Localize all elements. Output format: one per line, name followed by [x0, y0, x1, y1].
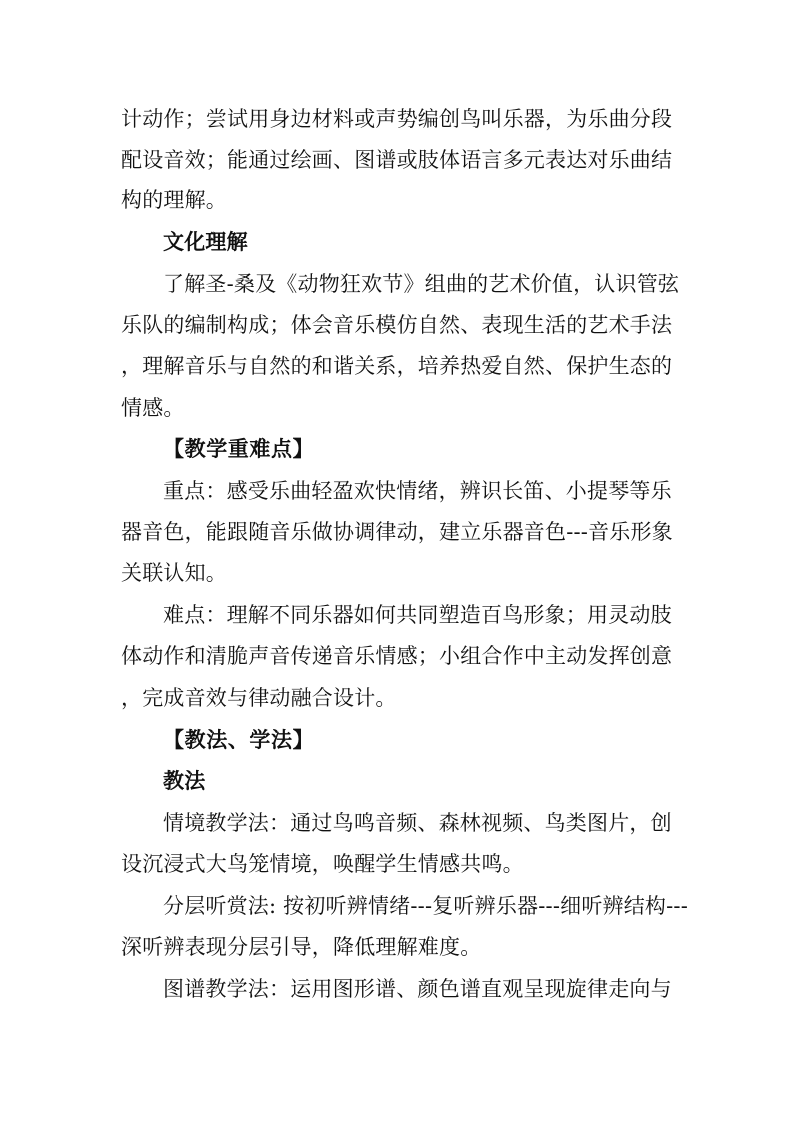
body-text-line: 构的理解。 — [121, 188, 227, 212]
body-text-line: 设沉浸式大鸟笼情境，唤醒学生情感共鸣。 — [121, 852, 524, 876]
body-text-line: 分层听赏法: 按初听辨情绪---复听辨乐器---细听辨结构--- — [163, 894, 689, 918]
section-heading-key-points: 【教学重难点】 — [163, 436, 315, 461]
body-text-line: 计动作；尝试用身边材料或声势编创鸟叫乐器，为乐曲分段 — [121, 107, 673, 131]
body-text-line: 图谱教学法：运用图形谱、颜色谱直观呈现旋律走向与 — [163, 977, 672, 1001]
body-text-line: ，理解音乐与自然的和谐关系，培养热爱自然、保护生态的 — [121, 354, 673, 378]
body-text-line: 深听辨表现分层引导，降低理解难度。 — [121, 935, 482, 959]
section-heading-methods: 【教法、学法】 — [163, 727, 315, 752]
subheading-teaching-method: 教法 — [163, 768, 206, 793]
body-text-line: 关联认知。 — [121, 561, 227, 585]
body-text-line: 难点：理解不同乐器如何共同塑造百鸟形象；用灵动肢 — [163, 603, 672, 627]
body-text-line: 乐队的编制构成；体会音乐模仿自然、表现生活的艺术手法 — [121, 313, 673, 337]
body-text-line: 配设音效；能通过绘画、图谱或肢体语言多元表达对乐曲结 — [121, 148, 673, 172]
body-text-line: 器音色，能跟随音乐做协调律动，建立乐器音色---音乐形象 — [121, 520, 673, 544]
body-text-line: ，完成音效与律动融合设计。 — [121, 686, 397, 710]
body-text-line: 重点：感受乐曲轻盈欢快情绪，辨识长笛、小提琴等乐 — [163, 479, 672, 503]
section-heading-culture: 文化理解 — [163, 229, 248, 254]
body-text-line: 体动作和清脆声音传递音乐情感；小组合作中主动发挥创意 — [121, 644, 673, 668]
body-text-line: 情感。 — [121, 396, 185, 420]
body-text-line: 了解圣-桑及《动物狂欢节》组曲的艺术价值，认识管弦 — [163, 272, 680, 296]
body-text-line: 情境教学法：通过鸟鸣音频、森林视频、鸟类图片，创 — [163, 811, 672, 835]
